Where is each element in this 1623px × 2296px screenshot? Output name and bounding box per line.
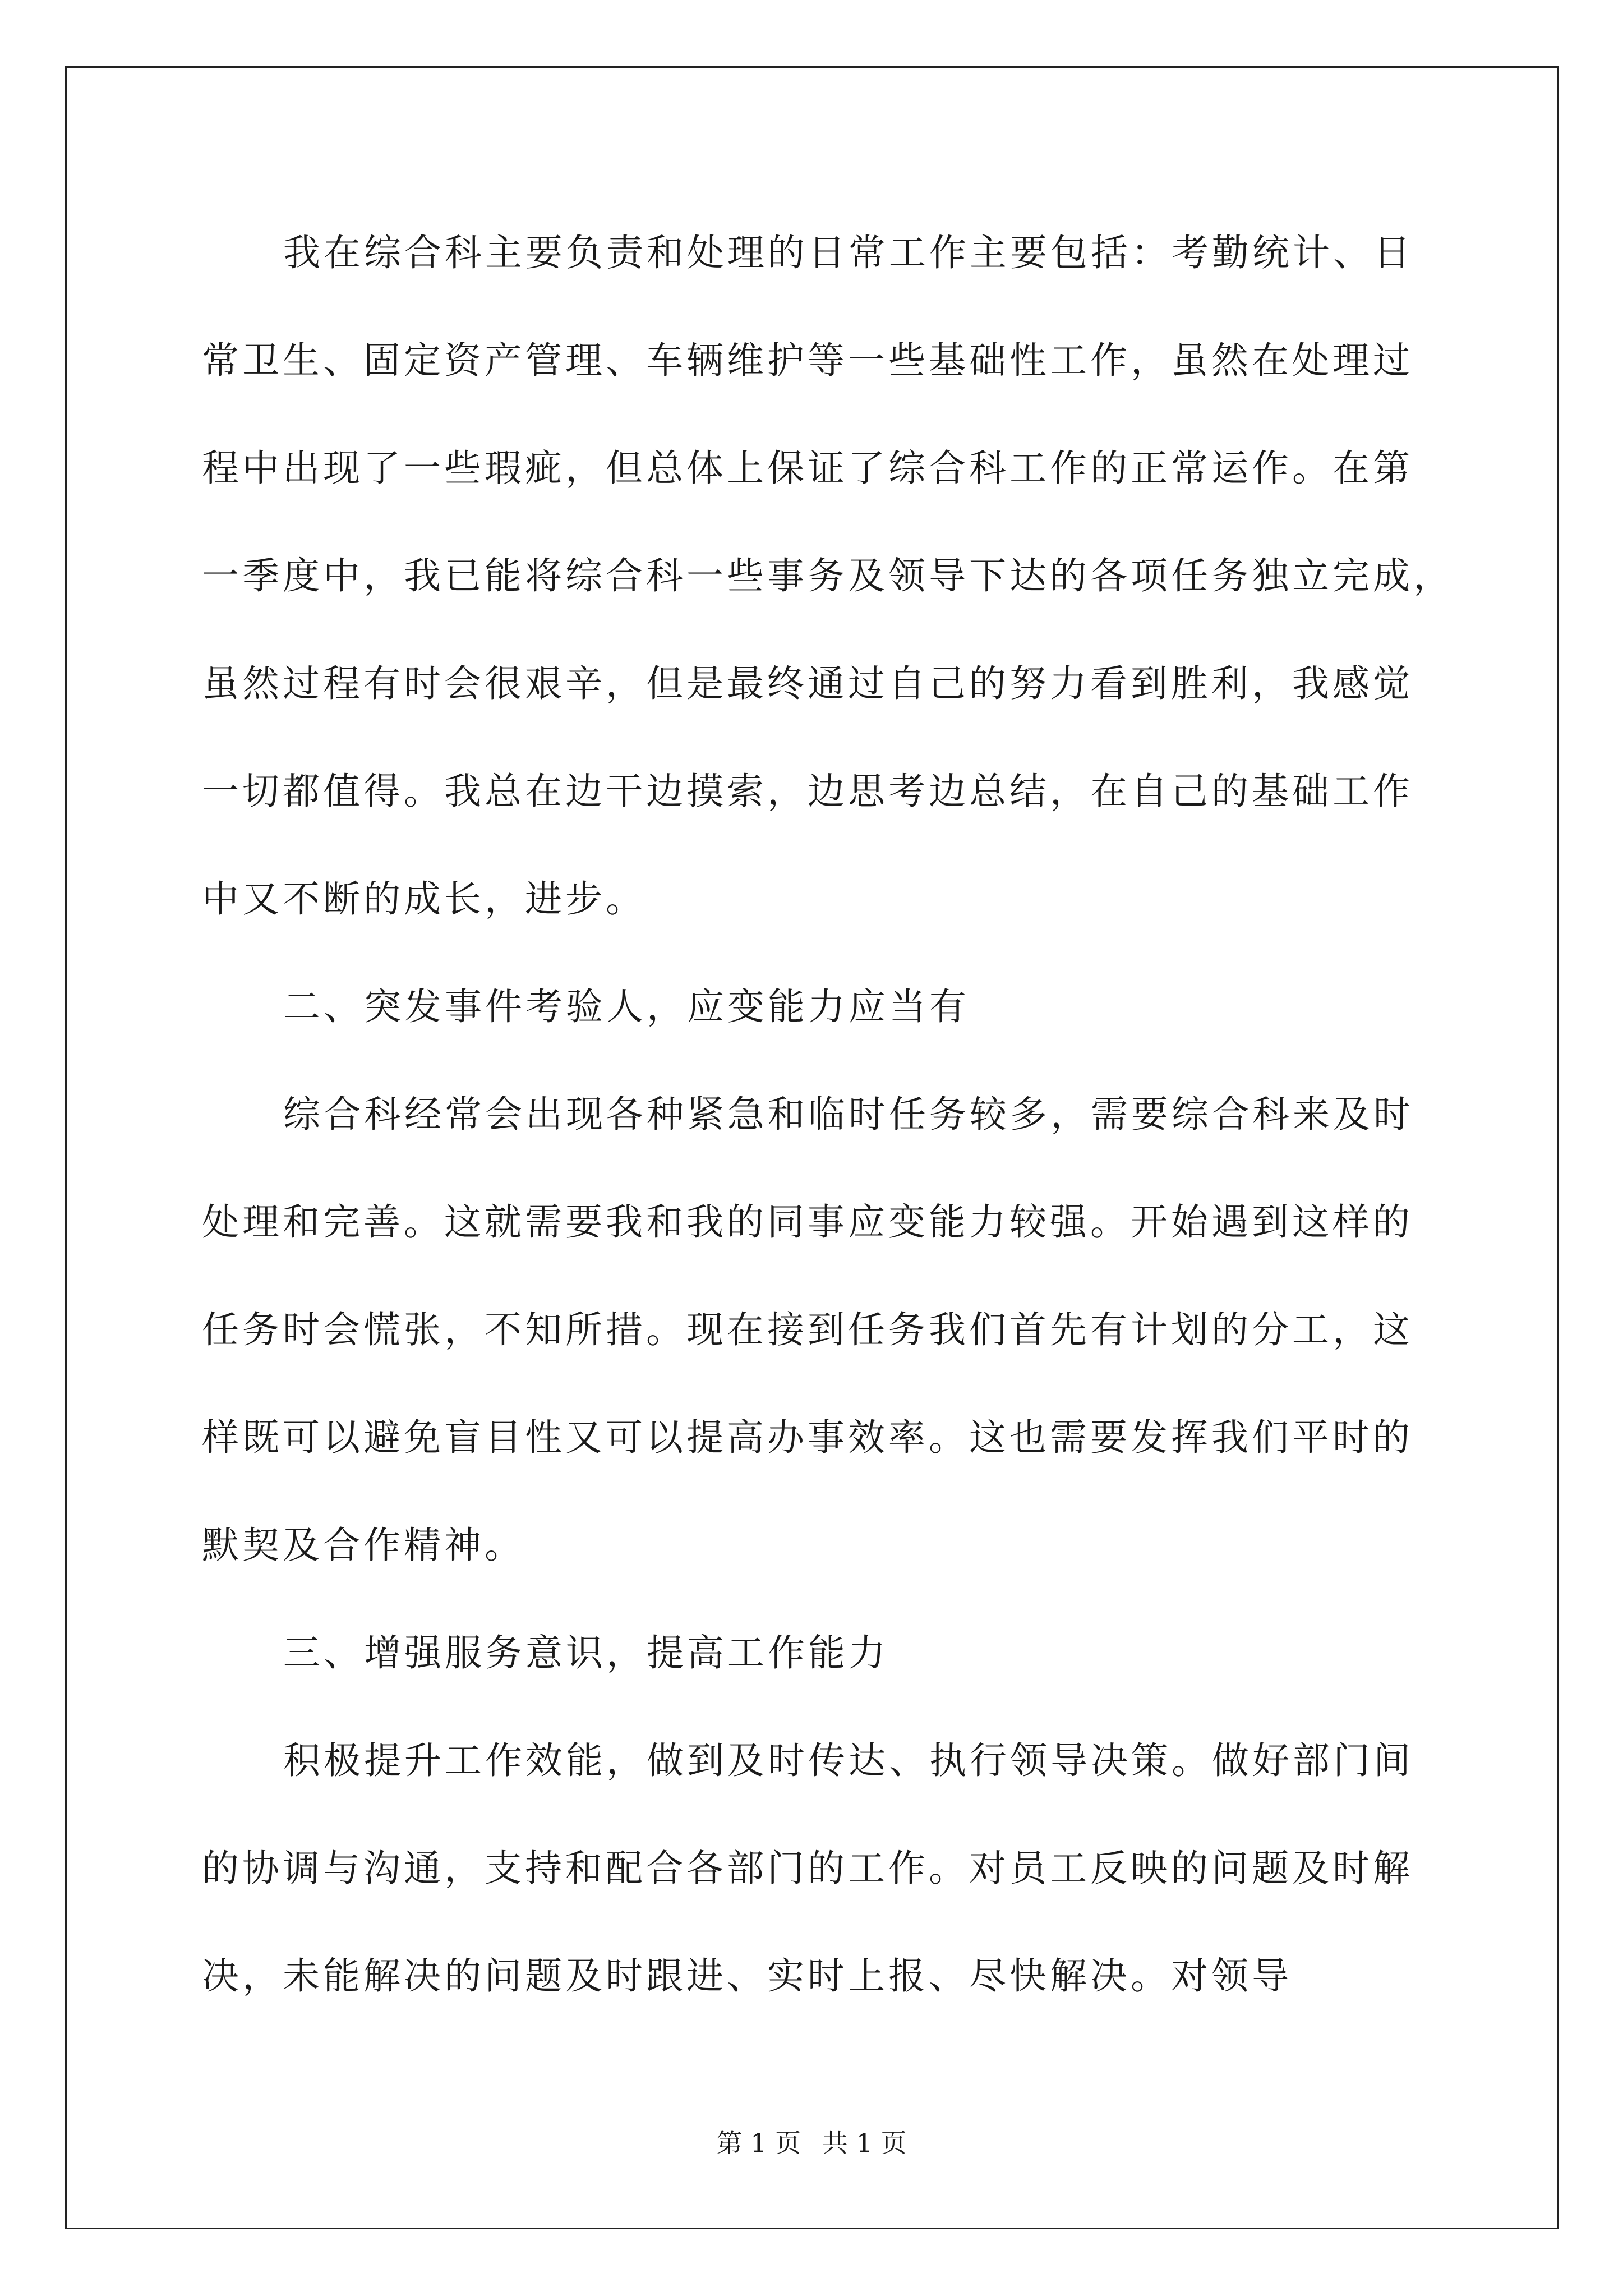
section-heading: 二、突发事件考验人，应变能力应当有 [283,985,970,1028]
paragraph-line: 综合科经常会出现各种紧急和临时任务较多，需要综合科来及时 [283,1093,1414,1136]
document-body [202,199,1454,2030]
paragraph-line: 积极提升工作效能，做到及时传达、执行领导决策。做好部门间 [283,1739,1414,1782]
paragraph-line: 默契及合作精神。 [202,1524,525,1567]
section-heading: 三、增强服务意识，提高工作能力 [283,1631,889,1674]
page-number: 第 1 页 [716,2128,801,2158]
paragraph-line: 任务时会慌张，不知所措。现在接到任务我们首先有计划的分工，这 [202,1308,1413,1351]
paragraph-line: 一切都值得。我总在边干边摸索，边思考边总结，在自己的基础工作 [202,770,1413,813]
page-total: 共 1 页 [822,2128,907,2158]
paragraph-line: 中又不断的成长，进步。 [202,877,646,921]
paragraph-line: 样既可以避免盲目性又可以提高办事效率。这也需要发挥我们平时的 [202,1416,1413,1459]
paragraph-line: 常卫生、固定资产管理、车辆维护等一些基础性工作，虽然在处理过 [202,339,1413,382]
paragraph-line: 处理和完善。这就需要我和我的同事应变能力较强。开始遇到这样的 [202,1200,1413,1244]
paragraph-line: 一季度中，我已能将综合科一些事务及领导下达的各项任务独立完成， [202,554,1454,597]
paragraph-line: 我在综合科主要负责和处理的日常工作主要包括：考勤统计、日 [283,231,1414,274]
paragraph-line: 虽然过程有时会很艰辛，但是最终通过自己的努力看到胜利，我感觉 [202,662,1413,705]
paragraph-line: 程中出现了一些瑕疵，但总体上保证了综合科工作的正常运作。在第 [202,447,1413,490]
paragraph-line: 的协调与沟通，支持和配合各部门的工作。对员工反映的问题及时解 [202,1847,1413,1890]
page-footer [0,2126,1623,2160]
paragraph-line: 决，未能解决的问题及时跟进、实时上报、尽快解决。对领导 [202,1954,1292,1998]
